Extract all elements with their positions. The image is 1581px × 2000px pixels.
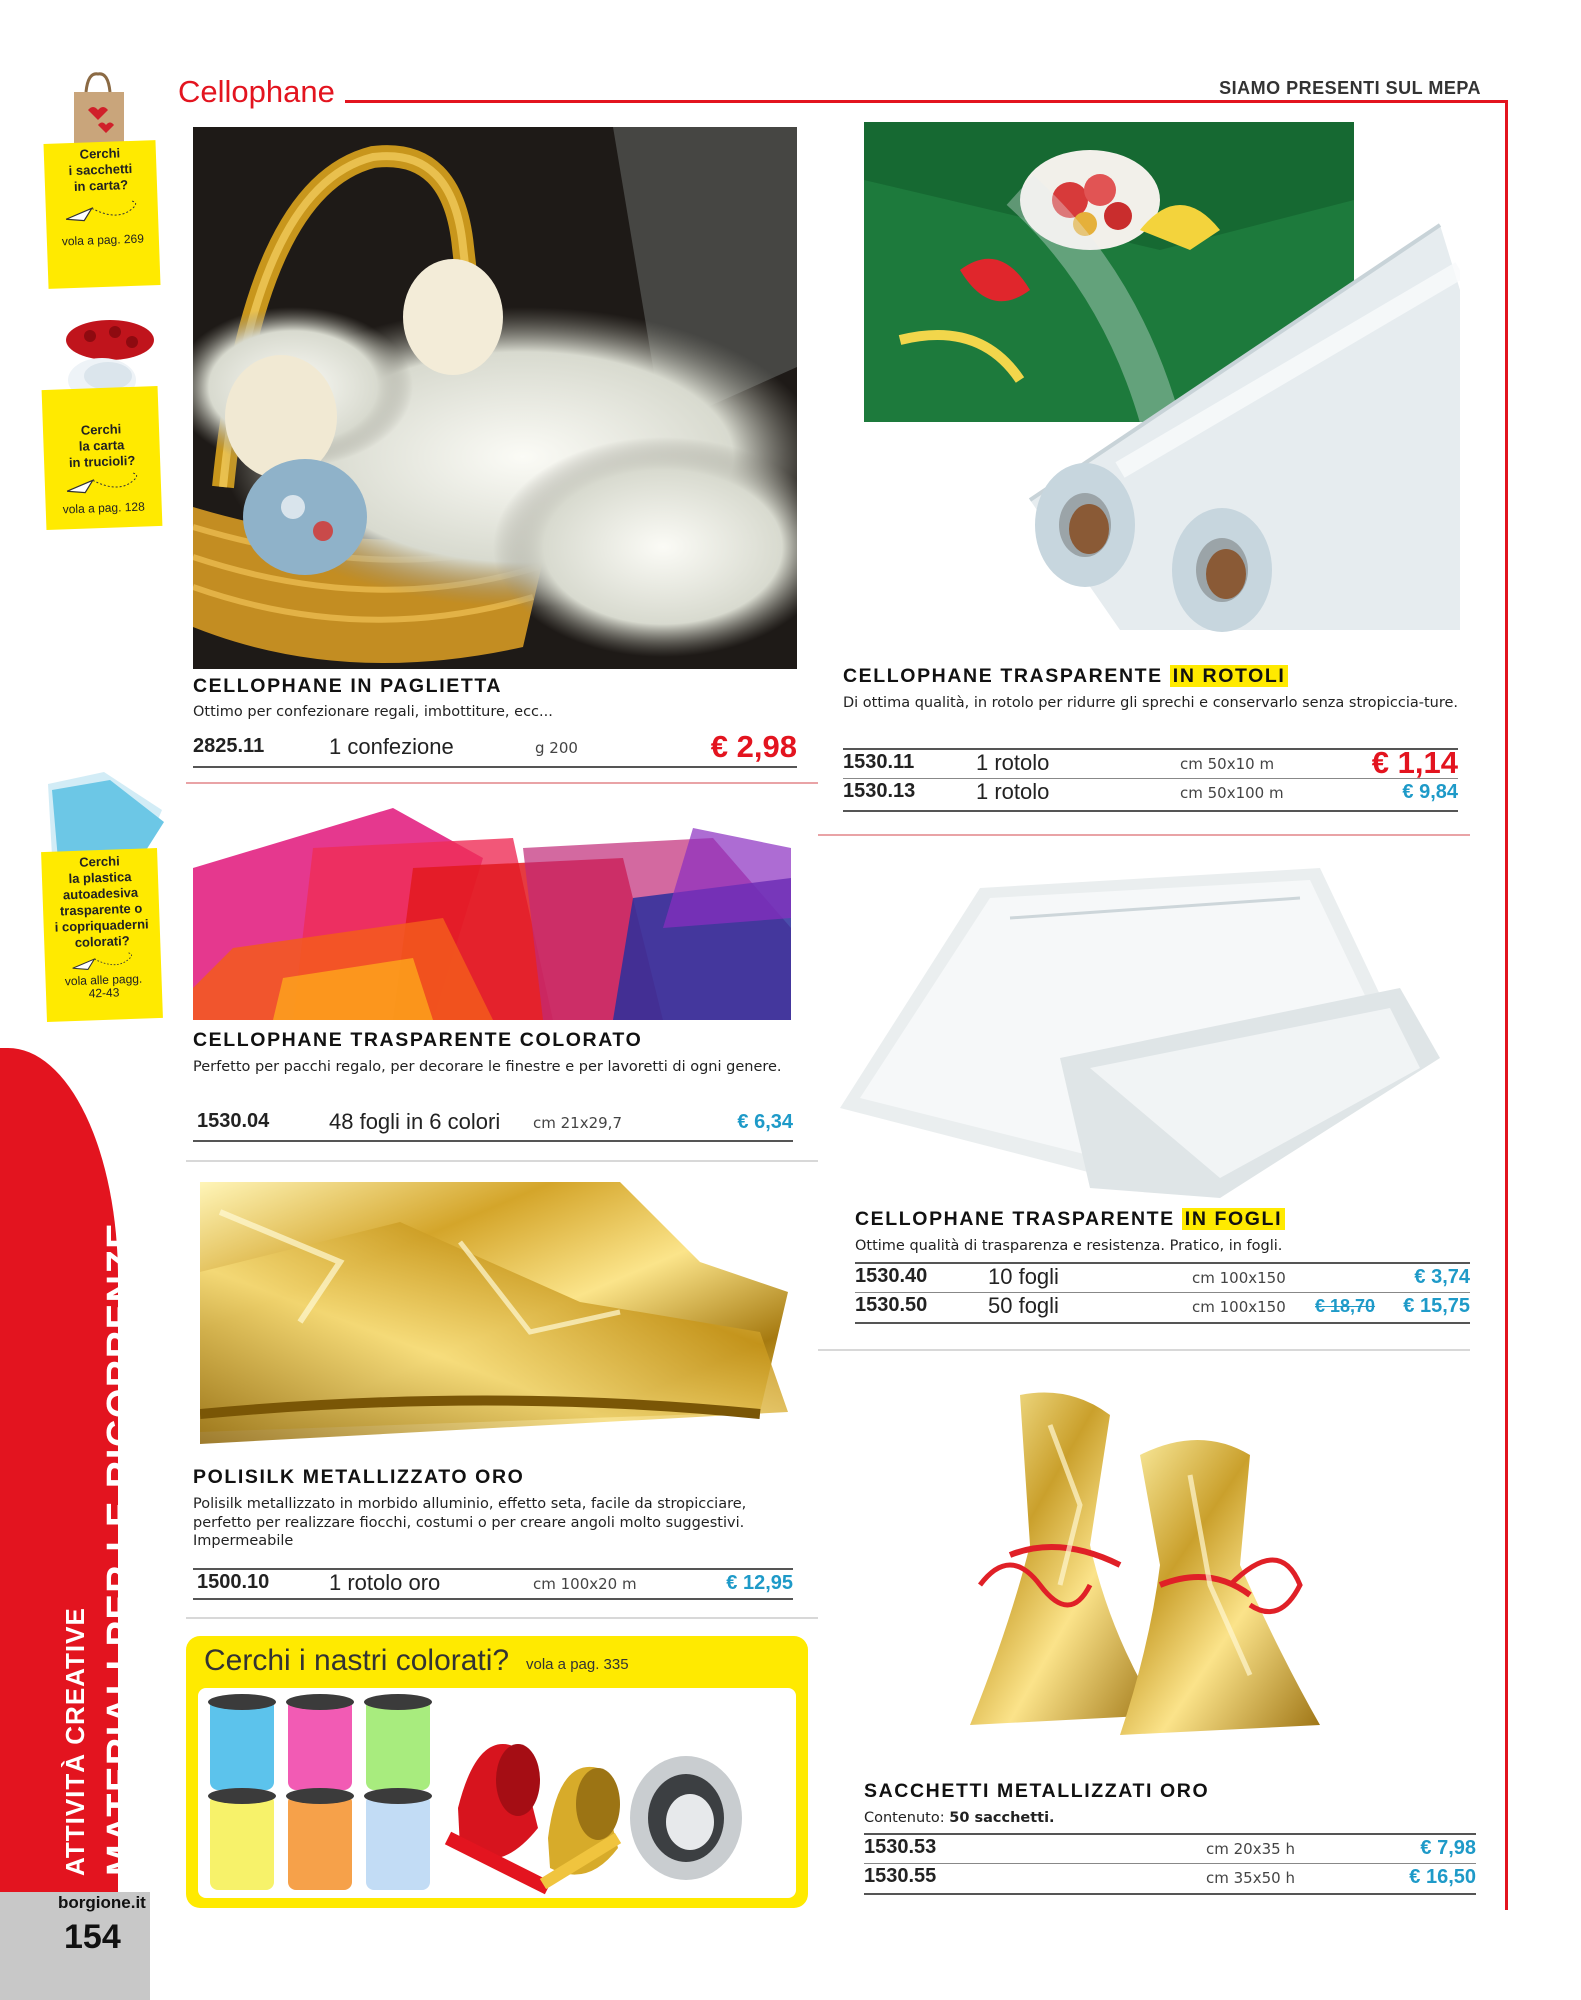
price-row xyxy=(843,778,1458,808)
product-qty: 1 rotolo xyxy=(976,750,1050,775)
product-price: € 15,75 xyxy=(1403,1295,1470,1317)
tag-ref[interactable] xyxy=(45,972,162,1002)
colorato-image xyxy=(193,808,791,1020)
product-title: CELLOPHANE IN PAGLIETTA xyxy=(193,675,503,697)
section-label-big: MATERIALI PER LE RICORRENZE xyxy=(100,1221,142,1876)
page-number: 154 xyxy=(64,1918,121,1956)
tag-line: la carta xyxy=(78,437,125,454)
row-underline xyxy=(193,1140,793,1142)
product-code: 1530.50 xyxy=(855,1294,928,1316)
polisilk-image xyxy=(200,1182,788,1452)
title-rule-vertical xyxy=(1505,100,1508,1910)
product-size: cm 50x10 m xyxy=(1180,755,1275,773)
product-price: € 9,84 xyxy=(1402,781,1458,803)
product-code: 1530.13 xyxy=(843,780,916,802)
tag-ref[interactable]: vola a pag. 269 xyxy=(61,231,145,249)
paper-plane-icon xyxy=(63,471,144,500)
price-row xyxy=(193,1568,793,1598)
product-old-price: € 18,70 xyxy=(1315,1296,1376,1316)
separator xyxy=(186,782,818,784)
product-size: cm 20x35 h xyxy=(1206,1840,1295,1858)
product-title-text: CELLOPHANE TRASPARENTE xyxy=(855,1208,1182,1230)
product-size: cm 21x29,7 xyxy=(533,1114,622,1132)
tag-line: Cerchi xyxy=(80,421,122,438)
product-title: POLISILK METALLIZZATO ORO xyxy=(193,1466,525,1488)
product-code: 1530.55 xyxy=(864,1865,937,1887)
tag-line: in carta? xyxy=(73,177,129,194)
product-qty: 48 fogli in 6 colori xyxy=(329,1109,501,1134)
row-underline xyxy=(193,766,797,768)
product-description: Polisilk metallizzato in morbido alluminio, effetto seta, facile da stropicciare, perfetto per realizzare fiocchi, costumi o per creare angoli molto suggestivi. Impermeabile xyxy=(193,1496,747,1549)
row-underline xyxy=(193,1598,793,1600)
tag-ref[interactable]: vola a pag. 128 xyxy=(62,499,145,517)
price-row xyxy=(855,1262,1470,1292)
product-size: cm 50x100 m xyxy=(1180,784,1284,802)
mepa-label: SIAMO PRESENTI SUL MEPA xyxy=(1219,78,1481,98)
product-size: cm 35x50 h xyxy=(1206,1869,1295,1887)
product-code: 1530.04 xyxy=(197,1110,270,1132)
product-price: € 12,95 xyxy=(726,1572,793,1594)
separator xyxy=(818,1349,1470,1351)
price-row xyxy=(193,729,797,764)
fogli-image xyxy=(840,858,1460,1208)
tag-ref-line: 42-43 xyxy=(88,985,120,1001)
price-row xyxy=(843,745,1458,780)
section-label-small: ATTIVITÀ CREATIVE xyxy=(60,1607,90,1876)
product-price: € 3,74 xyxy=(1414,1266,1470,1288)
product-price: € 7,98 xyxy=(1420,1837,1476,1859)
product-qty: 1 rotolo oro xyxy=(329,1570,441,1595)
product-size: cm 100x20 m xyxy=(533,1575,637,1593)
price-row xyxy=(855,1292,1470,1322)
promo-ref[interactable]: vola a pag. 335 xyxy=(526,1656,629,1673)
price-row xyxy=(864,1863,1476,1893)
product-description xyxy=(864,1809,1464,1828)
separator xyxy=(186,1160,818,1162)
tag-line: Cerchi xyxy=(78,853,120,870)
product-qty: 50 fogli xyxy=(988,1293,1059,1318)
product-price: € 1,14 xyxy=(1371,745,1458,780)
tag-line: Cerchi xyxy=(79,145,121,162)
separator xyxy=(186,1617,818,1619)
paper-plane-icon xyxy=(62,199,143,228)
separator xyxy=(818,834,1470,836)
sidebar-tag-plastica[interactable] xyxy=(41,848,163,1022)
product-description: Di ottima qualità, in rotolo per ridurre gli sprechi e conservarlo senza stropiccia-ture. xyxy=(843,695,1459,711)
product-size: cm 100x150 xyxy=(1192,1298,1286,1316)
price-row xyxy=(193,1109,793,1139)
product-title-highlight: IN FOGLI xyxy=(1182,1208,1285,1230)
product-description-value: 50 sacchetti. xyxy=(949,1810,1055,1826)
product-title-text: CELLOPHANE TRASPARENTE xyxy=(843,665,1170,687)
sidebar-tag-sacchetti[interactable] xyxy=(44,140,161,289)
sidebar-tag-trucioli[interactable] xyxy=(42,386,163,530)
product-qty: 1 confezione xyxy=(329,734,454,759)
tag-line: i copriquaderni xyxy=(54,916,149,935)
tag-line: la plastica xyxy=(68,868,132,887)
product-price: € 6,34 xyxy=(737,1111,793,1133)
site-url[interactable]: borgione.it xyxy=(58,1893,146,1912)
tag-line: i sacchetti xyxy=(68,160,133,179)
product-description: Ottime qualità di trasparenza e resistenza. Pratico, in fogli. xyxy=(855,1238,1283,1254)
product-qty: 1 rotolo xyxy=(976,779,1050,804)
sacchetti-image xyxy=(950,1385,1380,1755)
tag-line: autoadesiva xyxy=(62,884,139,903)
product-description: Perfetto per pacchi regalo, per decorare le finestre e per lavoretti di ogni genere. xyxy=(193,1059,782,1075)
price-row xyxy=(864,1833,1476,1863)
product-description-label: Contenuto: xyxy=(864,1810,950,1826)
row-underline xyxy=(864,1893,1476,1895)
product-qty: 10 fogli xyxy=(988,1264,1059,1289)
tag-ref-line: vola alle pagg. xyxy=(64,971,143,989)
tag-line: in trucioli? xyxy=(68,452,136,471)
product-code: 2825.11 xyxy=(193,735,265,757)
product-size: cm 100x150 xyxy=(1192,1269,1286,1287)
rotoli-image xyxy=(860,120,1460,640)
page-title: Cellophane xyxy=(178,74,335,109)
product-code: 1500.10 xyxy=(197,1571,270,1593)
product-code: 1530.53 xyxy=(864,1836,937,1858)
product-title: CELLOPHANE TRASPARENTE COLORATO xyxy=(193,1029,643,1051)
row-underline xyxy=(843,810,1458,812)
product-price: € 16,50 xyxy=(1409,1866,1476,1888)
product-title xyxy=(855,1208,1285,1231)
product-title xyxy=(843,665,1288,688)
tag-line: trasparente o xyxy=(59,900,143,919)
product-price: € 2,98 xyxy=(710,729,797,764)
promo-question: Cerchi i nastri colorati? xyxy=(204,1644,510,1677)
product-description: Ottimo per confezionare regali, imbottiture, ecc... xyxy=(193,704,553,720)
title-rule xyxy=(345,100,1507,103)
product-code: 1530.11 xyxy=(843,751,915,773)
product-code: 1530.40 xyxy=(855,1265,928,1287)
paglietta-image xyxy=(193,127,797,669)
tag-line: colorati? xyxy=(74,933,130,950)
row-underline xyxy=(855,1322,1470,1324)
product-size: g 200 xyxy=(535,739,578,757)
ribbon-image xyxy=(198,1688,796,1898)
ribbon-promo-box[interactable] xyxy=(186,1636,808,1908)
product-title: SACCHETTI METALLIZZATI ORO xyxy=(864,1780,1210,1802)
product-title-highlight: IN ROTOLI xyxy=(1170,665,1289,687)
